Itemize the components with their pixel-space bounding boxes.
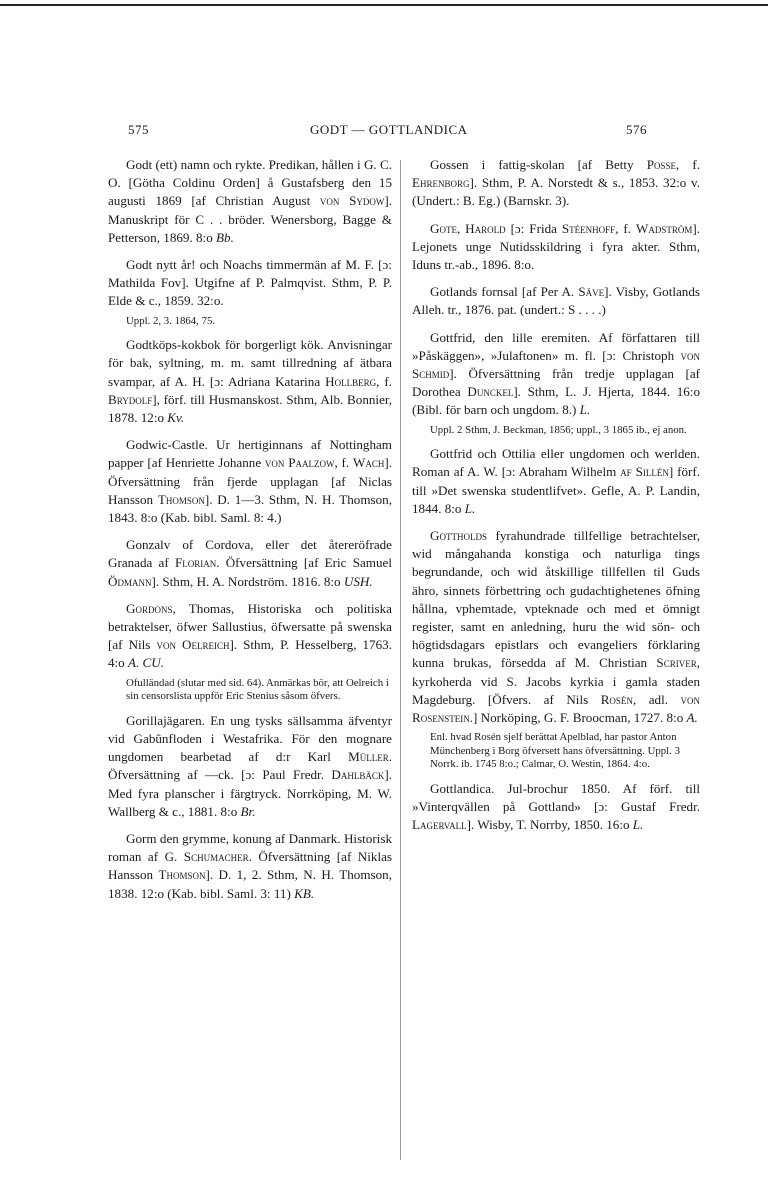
entry-text: ]. D. 1—3. Sthm, N. H. Thomson, 1843. 8:o (Kab. bibl. Saml. 8: 4.) — [108, 491, 392, 526]
page-header — [0, 118, 768, 140]
entry-text: ]. Wisby, T. Norrby, 1850. 16:o — [466, 817, 633, 833]
bibliography-entry — [108, 156, 392, 247]
author-name: Wadström — [635, 220, 693, 236]
entry-text: , adl. — [632, 691, 681, 707]
entry-note: Uppl. 2, 3. 1864, 75. — [126, 314, 216, 327]
author-name: Gordons — [126, 600, 173, 616]
entry-text: Gonzalv of Cordova, eller det återeröfrade Granada af — [108, 537, 392, 571]
author-name: Säve — [578, 284, 605, 300]
bibliography-entry — [412, 283, 700, 319]
entry-text: Godt nytt år! och Noachs timmermän af M. F. [ɔ: Mathilda Fov]. Utgifne af P. Palmqvist. Sthm, P. P. Elde & c., 1859. 32:o. — [108, 257, 392, 309]
entry-text: , f. — [376, 373, 393, 389]
running-title: GODT — GOTTLANDICA — [310, 122, 468, 137]
entry-text: Gotlands fornsal [af Per A. — [430, 284, 579, 300]
author-name: von Sydow — [319, 193, 385, 209]
bibliography-entry — [108, 712, 392, 821]
library-sigil: Br. — [240, 803, 256, 819]
entry-text: ]. Lejonets unge Nutidsskildring i fyra akter. Sthm, Iduns tr.-ab., 1896. 8:o. — [412, 220, 700, 273]
author-name: Gote, Harold — [430, 220, 506, 236]
author-name: af Sillén — [620, 464, 669, 480]
entry-text: Godwic-Castle. Ur hertiginnans af Nottingham papper [af Henriette Johanne — [108, 437, 392, 471]
entry-text: ]. Öfversättning från fjerde upplagan [af Niclas Hansson — [108, 455, 392, 507]
author-name: Müller — [348, 749, 389, 765]
bibliography-entry — [412, 527, 700, 727]
bibliography-entry — [108, 336, 392, 427]
bibliography-entry — [412, 780, 700, 835]
entry-text: Gottlandica. Jul-brochur 1850. Af förf. till »Vinterqvällen på Gottland» [ɔ: Gustaf Fredr. — [412, 781, 700, 815]
author-name: von Oelreich — [156, 637, 230, 653]
bibliography-entry — [108, 436, 392, 527]
entry-text: ]. Sthm, L. J. Hjerta, 1844. 16:o (Bibl. för barn och ungdom. 8.) — [412, 384, 700, 418]
entry-text: , f. — [615, 220, 636, 236]
entry-note: Ofulländad (slutar med sid. 64). Anmärkas bör, att Oelreich i sin censorslista uppför Eric Stenius såsom öfvers. — [126, 676, 389, 703]
entry-text: .] Norköping, G. F. Broocman, 1727. 8:o — [469, 710, 687, 726]
library-sigil: A. — [686, 710, 698, 726]
page-number-right: 576 — [626, 122, 647, 137]
author-name: Ehrenborg — [412, 175, 470, 191]
entry-text: , Thomas, Historiska och politiska betraktelser, öfwer Sallustius, öfwersatte på swenska [af Nils — [108, 600, 392, 653]
author-name: von Rosenstein — [412, 691, 700, 726]
right-column — [412, 156, 700, 844]
bibliography-entry — [108, 536, 392, 591]
entry-text: ]. Sthm, P. A. Norstedt & s., 1853. 32:o v. (Undert.: B. Eg.) (Barnskr. 3). — [412, 175, 700, 209]
entry-text: ]. D. 1, 2. Sthm, N. H. Thomson, 1838. 12:o (Kab. bibl. Saml. 3: 11) — [108, 867, 393, 901]
entry-text: , f. — [334, 455, 353, 471]
entry-text: ]. Öfversättning från tredje upplagan [af Dorothea — [412, 366, 700, 400]
page-number-left: 575 — [128, 122, 149, 137]
author-name: Thomson — [157, 491, 205, 507]
entry-text: ]. Manuskript för C . . bröder. Wenersborg, Bagge & Petterson, 1869. 8:o — [108, 193, 392, 245]
entry-text: Godtköps-kokbok för borgerligt kök. Anvisningar för bak, syltning, m. m. samt tillredning af ätbara svampar, af A. H. [ɔ: Adriana Katarina — [108, 337, 392, 389]
bibliography-entry — [108, 256, 392, 311]
author-name: Florian — [174, 555, 217, 571]
entry-text: Gossen i fattig-skolan [af Betty — [430, 157, 647, 172]
author-name: Brydolf — [108, 391, 153, 407]
author-name: Dahlbäck — [331, 767, 385, 783]
author-name: von Paalzow — [264, 455, 335, 471]
entry-text: . Öfversättning af —ck. [ɔ: Paul Fredr. — [108, 749, 392, 783]
entry-text: Gottfrid och Ottilia eller ungdomen och werlden. Roman af A. W. [ɔ: Abraham Wilhelm — [412, 446, 700, 480]
entry-text: Gorm den grymme, konung af Danmark. Historisk roman af G. — [108, 831, 392, 865]
author-name: Wach — [352, 455, 385, 471]
bibliography-entry — [412, 329, 700, 420]
library-sigil: Bb. — [216, 229, 234, 245]
author-name: Thomson — [158, 867, 206, 883]
author-name: Dunckel — [467, 384, 514, 400]
author-name: Lagervall — [412, 817, 467, 833]
entry-text: ]. Sthm, H. A. Nordström. 1816. 8:o — [151, 573, 344, 589]
library-sigil: USH. — [343, 573, 373, 589]
entry-text: ] förf. till »Det swenska studentlifvet». Gefle, A. P. Landin, 1844. 8:o — [412, 464, 700, 516]
entry-text: Gottfrid, den lille eremiten. Af författaren till »Påskäggen», »Julaftonen» m. fl. [ɔ: Christoph — [412, 329, 700, 363]
author-name: Ödmann — [108, 573, 152, 589]
entry-text: Godt (ett) namn och rykte. Predikan, hållen i G. C. O. [Götha Coldinu Orden] å Gustafsberg den 15 augusti 1869 [af Christian August — [108, 157, 392, 209]
entry-text: ]. Med fyra planscher i färgtryck. Norrköping, M. W. Wallberg & c., 1881. 8:o — [108, 767, 392, 819]
entry-text: ], förf. till Husmanskost. Sthm, Alb. Bonnier, 1878. 12:o — [108, 391, 392, 426]
entry-text: ]. Visby, Gotlands Alleh. tr., 1876. pat. (undert.: S . . . .) — [412, 284, 700, 318]
entry-text: ]. Sthm, P. Hesselberg, 1763. 4:o — [108, 637, 392, 671]
bibliography-entry — [108, 830, 392, 903]
bibliography-entry — [412, 220, 700, 275]
author-name: Scriver — [656, 655, 697, 671]
entry-text: , f. — [676, 157, 700, 172]
entry-text: [ɔ: Frida — [505, 220, 562, 236]
author-name: Stéenhoff — [561, 220, 616, 236]
library-sigil: L. — [632, 817, 644, 833]
entry-note: Enl. hvad Rosén sjelf berättat Apelblad, har pastor Anton Münchenberg i Borg öfversett hans öfversättning. Uppl. 3 Norrk. ib. 1745 8:o.; Calmar, O. Westin, 1864. 4:o. — [430, 731, 680, 771]
author-name: Posse — [646, 157, 676, 172]
left-column — [108, 156, 392, 912]
entry-text: fyrahundrade tillfellige betrachtelser, wid mångahanda konstiga och naturliga tings begrundande, och wid åtskillige tillfellen til Guds ähro, sinnets förbettring och gudachtighetenes öfning hållna, vphemtade, vpteknade och med et ömnigt register, samt en anledning, huru the wid sön- och högtidsdagars epistlars och evangeliers förklaring kunna brukas, försedda af M. Christian — [412, 528, 700, 671]
author-name: Rosén — [600, 691, 633, 707]
entry-text: . Öfversättning [af Niklas Hansson — [108, 849, 392, 883]
bibliography-entry — [412, 156, 700, 211]
library-sigil: A. CU. — [128, 655, 165, 671]
entry-text: . Öfversättning [af Eric Samuel — [216, 555, 392, 571]
entry-text: , kyrkoherda vid S. Jacobs kyrkia i gamla staden Magdeburg. [Öfvers. af Nils — [412, 655, 700, 707]
author-name: Hollberg — [325, 373, 377, 389]
bibliography-entry — [412, 445, 700, 518]
column-divider — [400, 160, 401, 1160]
library-sigil: KB. — [294, 885, 315, 901]
entry-text: Gorillajägaren. En ung tysks sällsamma äfventyr vid Gabûnfloden i Westafrika. För den mognare ungdomen bearbetad af d:r Karl — [108, 712, 392, 765]
bibliography-entry — [108, 600, 392, 673]
library-sigil: L. — [579, 402, 591, 418]
author-name: von Schmid — [412, 347, 700, 382]
author-name: Schumacher — [183, 849, 249, 865]
top-rule — [0, 4, 768, 6]
library-sigil: L. — [464, 500, 476, 516]
author-name: Gottholds — [430, 528, 487, 544]
entry-note: Uppl. 2 Sthm, J. Beckman, 1856; uppl., 3 1865 ib., ej anon. — [430, 423, 687, 436]
library-sigil: Kv. — [167, 410, 185, 426]
